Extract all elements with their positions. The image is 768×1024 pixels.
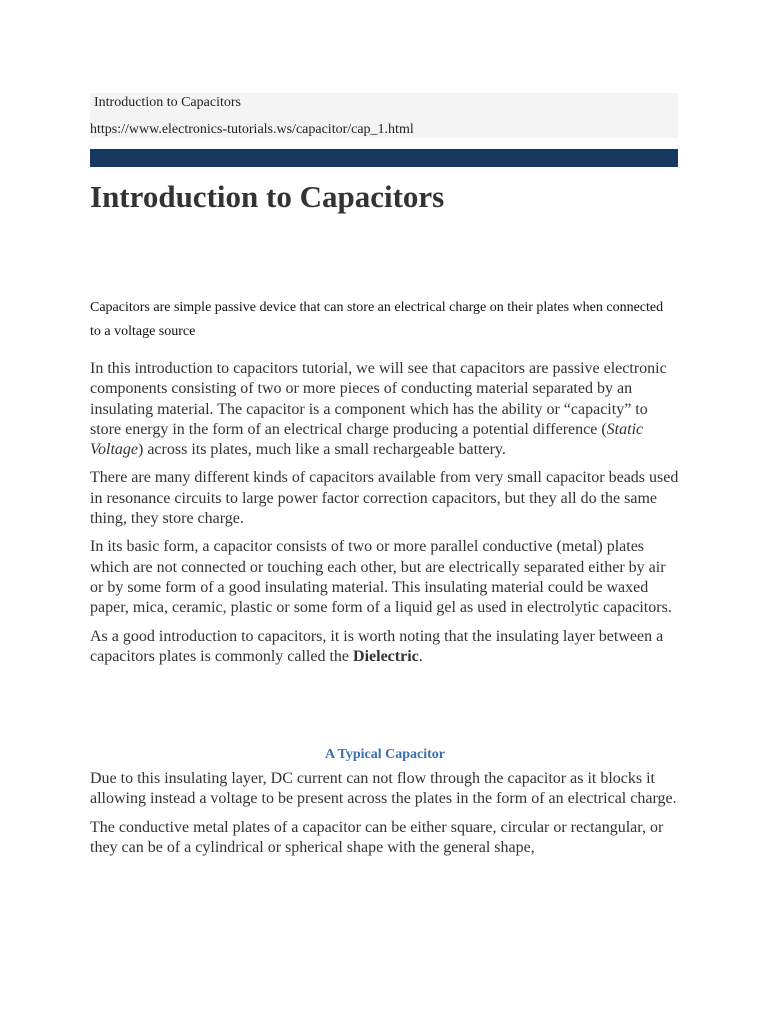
article-body	[90, 359, 680, 858]
paragraph-2: There are many different kinds of capacitors available from very small capacitor beads used in resonance circuits to large power factor correction capacitors, but they all do the same thing, they store charge.	[90, 469, 679, 528]
document-page	[90, 93, 678, 866]
figure-caption: A Typical Capacitor	[324, 747, 446, 763]
document-title: Introduction to Capacitors	[94, 95, 241, 110]
paragraph-6: The conductive metal plates of a capacitor can be either square, circular or rectangular, or they can be of a cylindrical or spherical shape with the general shape,	[90, 818, 664, 857]
paragraph-3: In its basic form, a capacitor consists of two or more parallel conductive (metal) plates which are not connected or touching each other, but are electrically separated either by air or by some form of a good insulating material. This insulating material could be waxed paper, mica, ceramic, plastic or some form of a liquid gel as used in electrolytic capacitors.	[90, 538, 672, 617]
header-divider-bar	[90, 149, 678, 167]
source-url[interactable]: https://www.electronics-tutorials.ws/capacitor/cap_1.html	[90, 122, 414, 137]
paragraph-4: As a good introduction to capacitors, it is worth noting that the insulating layer between a capacitors plates is commonly called the Dielectric.	[90, 627, 664, 665]
static-voltage-term: Static Voltage	[90, 420, 644, 459]
page-title: Introduction to Capacitors	[90, 179, 445, 214]
paragraph-1: In this introduction to capacitors tutorial, we will see that capacitors are passive electronic components consisting of two or more pieces of conducting material separated by an insulating material. The capacitor is a component which has the ability or “capacity” to store energy in the form of an electrical charge producing a potential difference (Static Voltage) across its plates, much like a small rechargeable battery.	[90, 360, 667, 459]
intro-text: Capacitors are simple passive device that can store an electrical charge on their plates when connected to a voltage source	[90, 300, 664, 339]
dielectric-term: Dielectric	[353, 647, 419, 665]
figure-placeholder	[90, 675, 680, 747]
document-header	[90, 93, 678, 138]
paragraph-5: Due to this insulating layer, DC current can not flow through the capacitor as it blocks it allowing instead a voltage to be present across the plates in the form of an electrical charge.	[90, 770, 677, 808]
